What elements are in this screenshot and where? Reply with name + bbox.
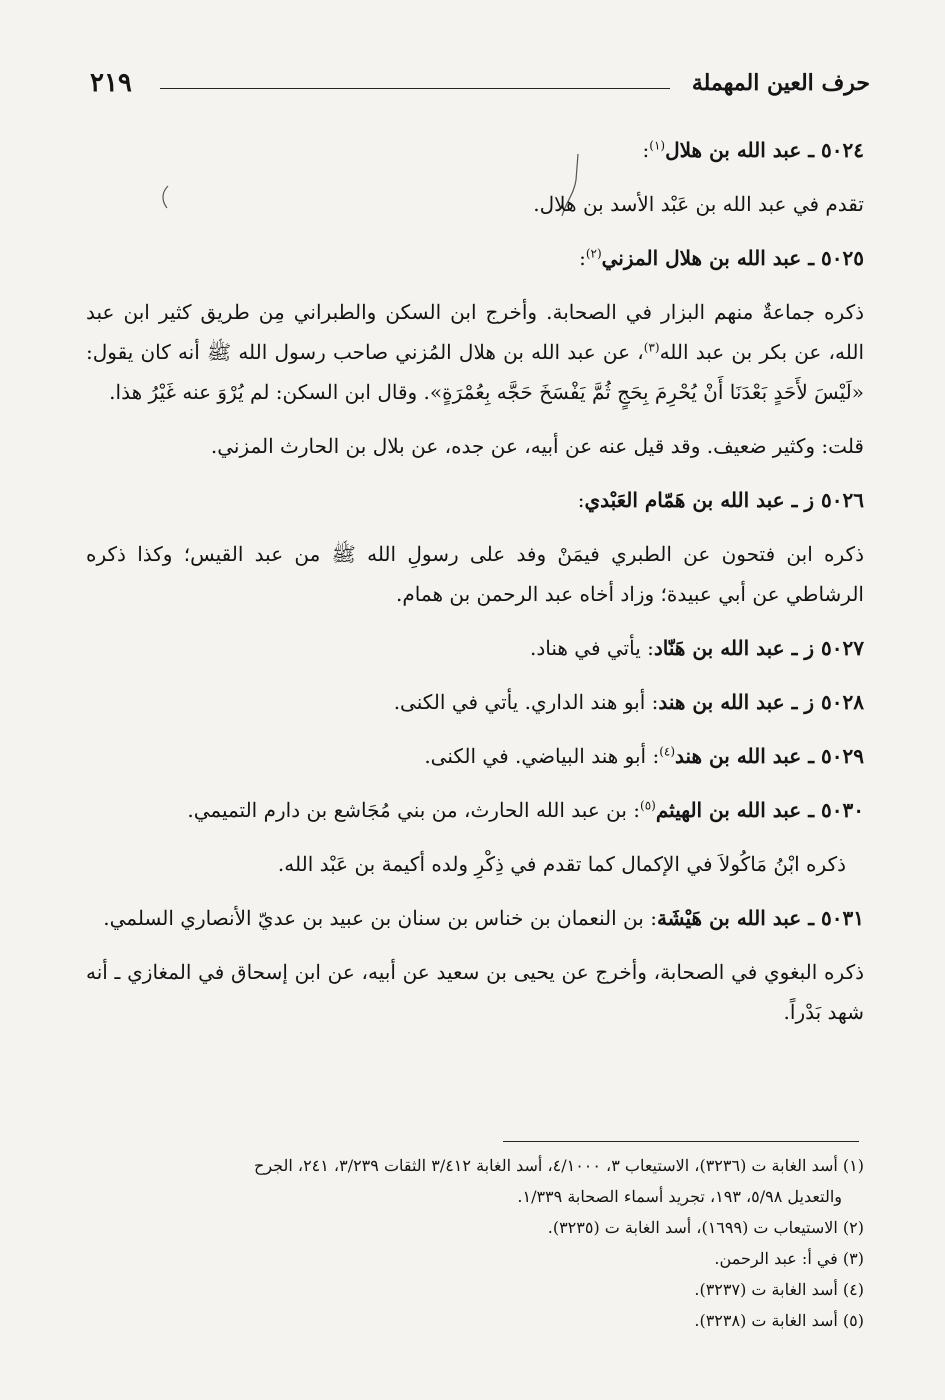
footnote-3 bbox=[86, 1243, 864, 1274]
footnote-marker[interactable]: (٣) bbox=[643, 340, 660, 355]
entry-text: : بن عبد الله الحارث، من بني مُجَاشع بن دارم التميمي. bbox=[187, 798, 641, 822]
page-number: ٢١٩ bbox=[90, 68, 132, 98]
paragraph-text: ذكره جماعةٌ منهم البزار في الصحابة. وأخرج ابن السكن والطبراني مِن طريق كثير ابن عبد الله، عن بكر بن عبد الله bbox=[86, 300, 865, 364]
footnote-marker[interactable]: (١) bbox=[649, 138, 666, 153]
entry-5026 bbox=[86, 480, 864, 520]
footnote-2 bbox=[86, 1212, 864, 1243]
entry-heading: ٥٠٢٧ ز ـ عبد الله بن هَنّاد bbox=[653, 636, 864, 660]
entry-heading: ٥٠٢٥ ـ عبد الله بن هلال المزني bbox=[601, 246, 864, 270]
entry-text: : يأتي في هناد. bbox=[530, 636, 654, 660]
running-header bbox=[90, 64, 870, 104]
footnote-1 bbox=[86, 1150, 864, 1212]
entry-heading: ٥٠٣٠ ـ عبد الله بن الهيثم bbox=[655, 798, 864, 822]
footnote-text: (١) أسد الغابة ت (٣٢٣٦)، الاستيعاب ٣، ٤/١٠٠٠، أسد الغابة ٣/٤١٢ الثقات ٣/٢٣٩، ٢٤١، الجرح bbox=[254, 1156, 864, 1175]
entry-colon: : bbox=[642, 138, 650, 162]
footnote-marker[interactable]: (٢) bbox=[585, 246, 602, 261]
entry-heading: ٥٠٢٤ ـ عبد الله بن هلال bbox=[665, 138, 864, 162]
footnote-text: (٥) أسد الغابة ت (٣٢٣٨). bbox=[694, 1311, 864, 1330]
paragraph-text: ذكره ابْنُ مَاكُولاَ في الإكمال كما تقدم في ذِكْرِ ولده أكيمة بن عَبْد الله. bbox=[277, 852, 846, 876]
paragraph bbox=[86, 184, 864, 224]
footnote-text: (٤) أسد الغابة ت (٣٢٣٧). bbox=[694, 1280, 864, 1299]
paragraph-text: ، عن عبد الله بن هلال المُزني صاحب رسول الله ﷺ أنه كان يقول: «لَيْسَ لأَحَدٍ بَعْدَنَا أَنْ يُحْرِمَ بِحَجٍ ثُمَّ يَفْسَخَ حَجَّه بِعُمْرَةٍ». وقال ابن السكن: لم يُرْوَ عنه غَيْرُ هذا. bbox=[86, 340, 864, 404]
entry-colon: : bbox=[577, 488, 585, 512]
entry-5025 bbox=[86, 238, 864, 278]
footnote-5 bbox=[86, 1305, 864, 1336]
entry-heading: ٥٠٢٨ ز ـ عبد الله بن هند bbox=[658, 690, 864, 714]
footnote-text: والتعديل ٥/٩٨، ١٩٣، تجريد أسماء الصحابة ١/٣٣٩. bbox=[517, 1187, 842, 1206]
footnote-marker[interactable]: (٥) bbox=[640, 798, 656, 813]
entry-colon: : bbox=[579, 246, 586, 270]
paragraph bbox=[86, 952, 864, 1032]
entry-5028 bbox=[86, 682, 864, 722]
paragraph bbox=[86, 426, 864, 466]
entry-5031 bbox=[86, 898, 864, 938]
footnote-text: (٢) الاستيعاب ت (١٦٩٩)، أسد الغابة ت (٣٢٣٥). bbox=[547, 1218, 864, 1237]
entry-heading: ٥٠٢٦ ز ـ عبد الله بن هَمّام العَبْدي bbox=[584, 488, 864, 512]
footnote-4 bbox=[86, 1274, 864, 1305]
entry-5024 bbox=[86, 130, 864, 170]
paragraph bbox=[86, 534, 864, 614]
paragraph bbox=[86, 292, 864, 412]
entry-5030 bbox=[86, 790, 864, 830]
paragraph-text: ذكره البغوي في الصحابة، وأخرج عن يحيى بن سعيد عن أبيه، عن ابن إسحاق في المغازي ـ أنه شهد بَدْراً. bbox=[86, 960, 864, 1024]
running-title: حرف العين المهملة bbox=[691, 70, 870, 96]
paragraph bbox=[86, 844, 864, 884]
main-text bbox=[86, 130, 864, 1046]
entry-text: : أبو هند الداري. يأتي في الكنى. bbox=[393, 690, 659, 714]
entry-5029 bbox=[86, 736, 864, 776]
footnote-rule bbox=[503, 1141, 859, 1142]
footnotes bbox=[86, 1150, 864, 1336]
entry-5027 bbox=[86, 628, 864, 668]
paragraph-text: قلت: وكثير ضعيف. وقد قيل عنه عن أبيه، عن جده، عن بلال بن الحارث المزني. bbox=[210, 434, 864, 458]
paragraph-text: ذكره ابن فتحون عن الطبري فيمَنْ وفد على رسولِ الله ﷺ من عبد القيس؛ وكذا ذكره الرشاطي عن أبي عبيدة؛ وزاد أخاه عبد الرحمن بن همام. bbox=[86, 542, 864, 606]
footnote-marker[interactable]: (٤) bbox=[659, 744, 676, 759]
entry-heading: ٥٠٣١ ـ عبد الله بن هَيْشَة bbox=[656, 906, 864, 930]
entry-text: : بن النعمان بن خناس بن سنان بن عبيد بن عديّ الأنصاري السلمي. bbox=[103, 906, 657, 930]
entry-text: : أبو هند البياضي. في الكنى. bbox=[424, 744, 660, 768]
footnote-text: (٣) في أ: عبد الرحمن. bbox=[714, 1249, 864, 1268]
header-rule bbox=[160, 88, 670, 89]
paragraph-text: تقدم في عبد الله بن عَبْد الأسد بن هلال. bbox=[533, 192, 864, 216]
entry-heading: ٥٠٢٩ ـ عبد الله بن هند bbox=[675, 744, 864, 768]
